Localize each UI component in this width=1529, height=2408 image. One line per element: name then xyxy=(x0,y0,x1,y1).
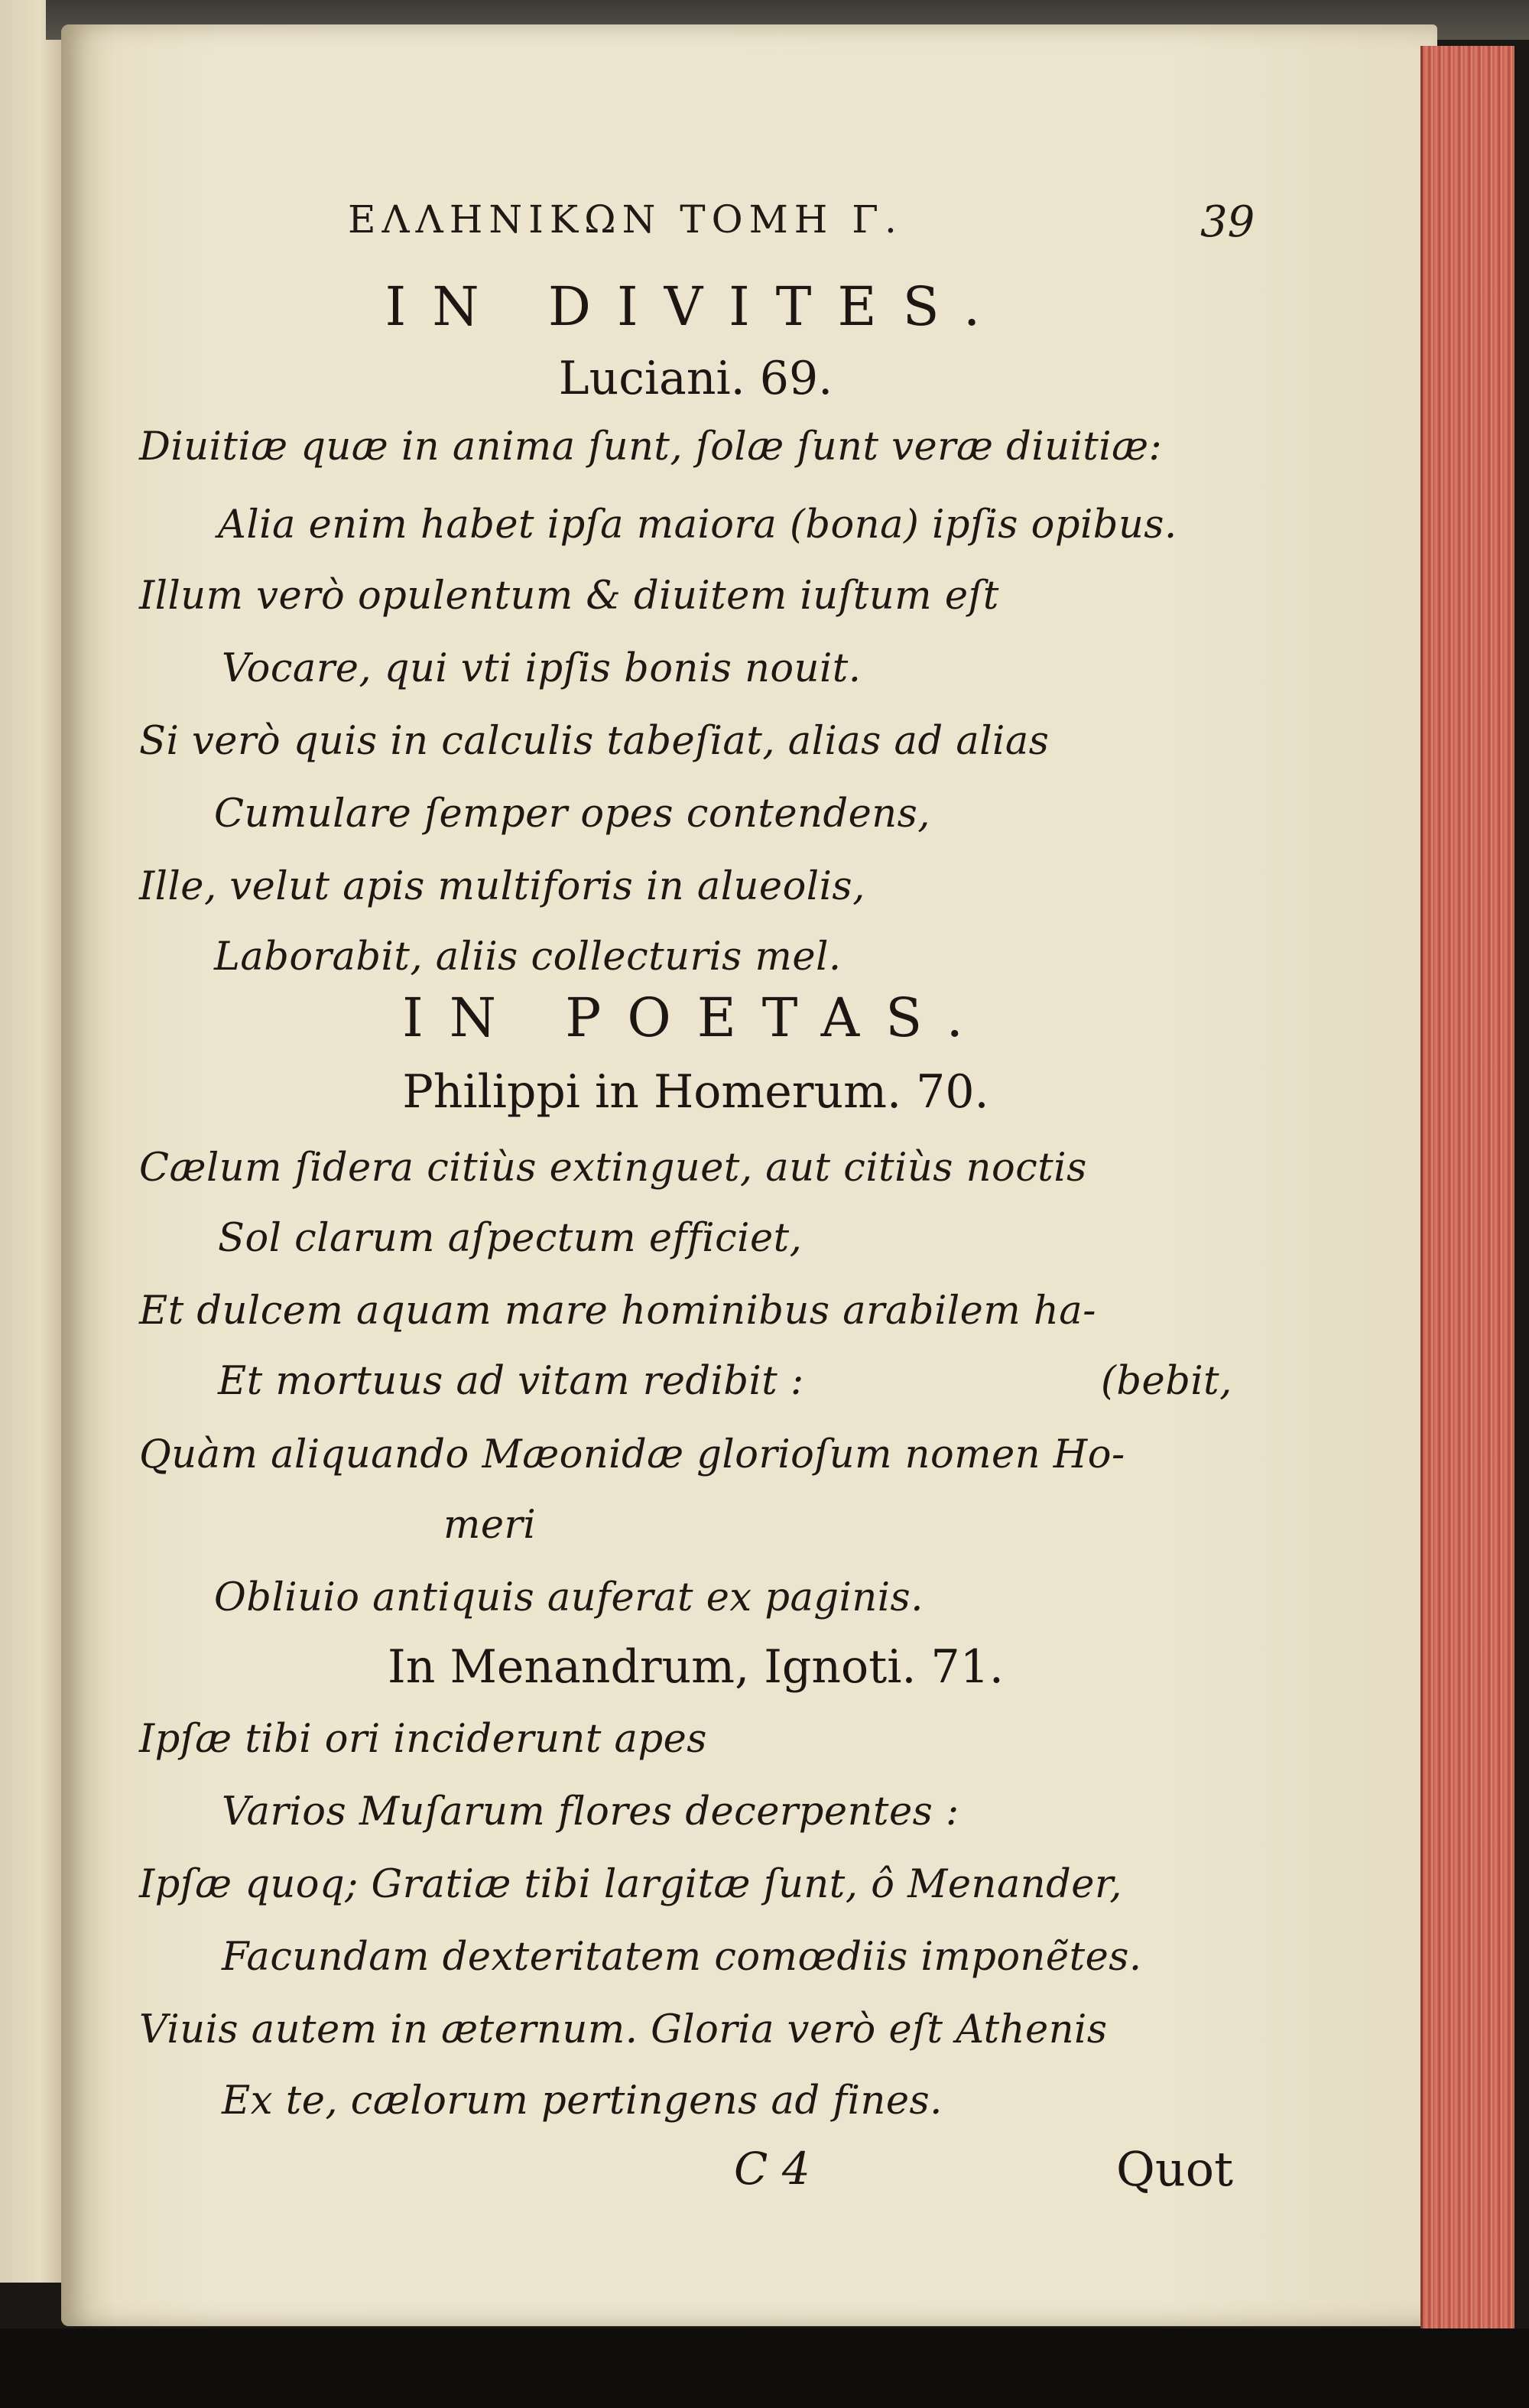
verse-line: Vocare, qui vti ipſis bonis nouit. xyxy=(222,646,862,691)
verse-line: Ipſæ quoq; Gratiæ tibi largitæ ſunt, ô Menander, xyxy=(139,1862,1122,1907)
verse-line: Quàm aliquando Mæonidæ glorioſum nomen Ho- xyxy=(139,1432,1125,1477)
section-heading-divites: IN DIVITES. xyxy=(385,275,1007,338)
verse-line: Varios Muſarum flores decerpentes : xyxy=(222,1789,959,1834)
verse-line: Cumulare ſemper opes contendens, xyxy=(214,791,931,837)
section-subheading-luciani: Luciani. 69. xyxy=(558,352,833,405)
section-subheading-philippi: Philippi in Homerum. 70. xyxy=(402,1065,989,1119)
verse-line: Et dulcem aquam mare hominibus arabilem ha- xyxy=(139,1288,1096,1334)
verse-line: Sol clarum aſpectum efficiet, xyxy=(218,1216,803,1261)
page-number: 39 xyxy=(1200,197,1255,247)
verse-line: Obliuio antiquis auferat ex paginis. xyxy=(214,1575,924,1620)
verse-line: Ex te, cælorum pertingens ad fines. xyxy=(222,2078,943,2124)
bottom-shadow xyxy=(0,2328,1529,2408)
running-head: ΕΛΛΗΝΙΚΩΝ ΤΟΜΗ Γ. xyxy=(348,197,903,242)
verse-line: Ille, velut apis multiforis in alueolis, xyxy=(139,864,865,909)
verse-line: Viuis autem in æternum. Gloria verò eſt Athenis xyxy=(139,2007,1108,2052)
verse-line: Illum verò opulentum & diuitem iuſtum eſt xyxy=(139,574,999,619)
signature-mark: C 4 xyxy=(734,2143,810,2195)
verse-line: Facundam dexteritatem comœdiis imponẽtes. xyxy=(222,1935,1142,1980)
verse-line: Si verò quis in calculis tabeſiat, alias ad alias xyxy=(139,719,1050,764)
section-heading-poetas: IN POETAS. xyxy=(402,986,989,1049)
verse-line: Alia enim habet ipſa maiora (bona) ipſis opibus. xyxy=(218,502,1177,548)
red-page-edges xyxy=(1420,46,1514,2332)
verse-line: Laborabit, aliis collecturis mel. xyxy=(214,934,842,980)
verse-line: Diuitiæ quæ in anima ſunt, ſolæ ſunt veræ diuitiæ: xyxy=(139,424,1163,470)
verse-line-turnover: (bebit, xyxy=(1101,1359,1232,1404)
verse-line: Et mortuus ad vitam redibit : xyxy=(218,1359,804,1404)
catchword: Quot xyxy=(1116,2141,1234,2197)
verse-line: Ipſæ tibi ori inciderunt apes xyxy=(139,1717,707,1762)
verse-line: Cælum ſidera citiùs extinguet, aut citiùs noctis xyxy=(139,1146,1087,1191)
verse-line-continuation: meri xyxy=(443,1503,537,1548)
section-subheading-menandrum: In Menandrum, Ignoti. 71. xyxy=(388,1640,1004,1694)
